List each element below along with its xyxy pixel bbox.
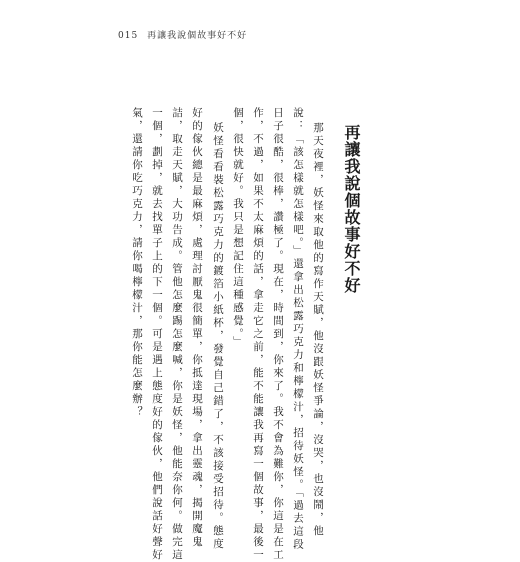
body-column: 一個，劃掉，就去找單子上的下一個。可是遇上態度好的傢伙，他們說話好聲好	[151, 107, 163, 562]
body-column: 那天夜裡，妖怪來取他的寫作天賦，他沒跟妖怪爭論，沒哭，也沒鬧，他	[312, 122, 324, 538]
body-column: 個，很快就好。我只是想記住這種感覺。」	[232, 107, 244, 349]
page-number: 015	[118, 31, 139, 41]
body-column: 日子很酷，很棒，讚極了。現在，時間到，你來了。我不會為難你，你這是在工	[272, 107, 284, 562]
body-column: 妖怪看看裝松露巧克力的鍍箔小紙杯，發覺自己錯了，不該接受招待。態度	[212, 122, 224, 551]
chapter-title: 再讓我說個故事好不好	[342, 124, 361, 294]
body-column: 作，不過，如果不太麻煩的話，拿走它之前，能不能讓我再寫一個故事，最後一	[252, 107, 264, 562]
running-head	[118, 28, 247, 41]
running-head-title: 再讓我說個故事好不好	[147, 31, 248, 41]
body-column: 氣，還請你吃巧克力，請你喝檸檬汁，那你能怎麼辦？	[131, 107, 143, 419]
body-column: 說：「該怎樣就怎樣吧。」還拿出松露巧克力和檸檬汁，招待妖怪。「過去這段	[292, 107, 304, 552]
body-column: 詰，取走天賦，大功告成。管他怎麼踢怎麼喊，你是妖怪，他能奈你何。做完這	[171, 107, 183, 562]
body-column: 好的傢伙總是最麻煩，處理討厭鬼很簡單，你抵達現場，拿出靈魂，揭開魔鬼	[191, 107, 203, 549]
